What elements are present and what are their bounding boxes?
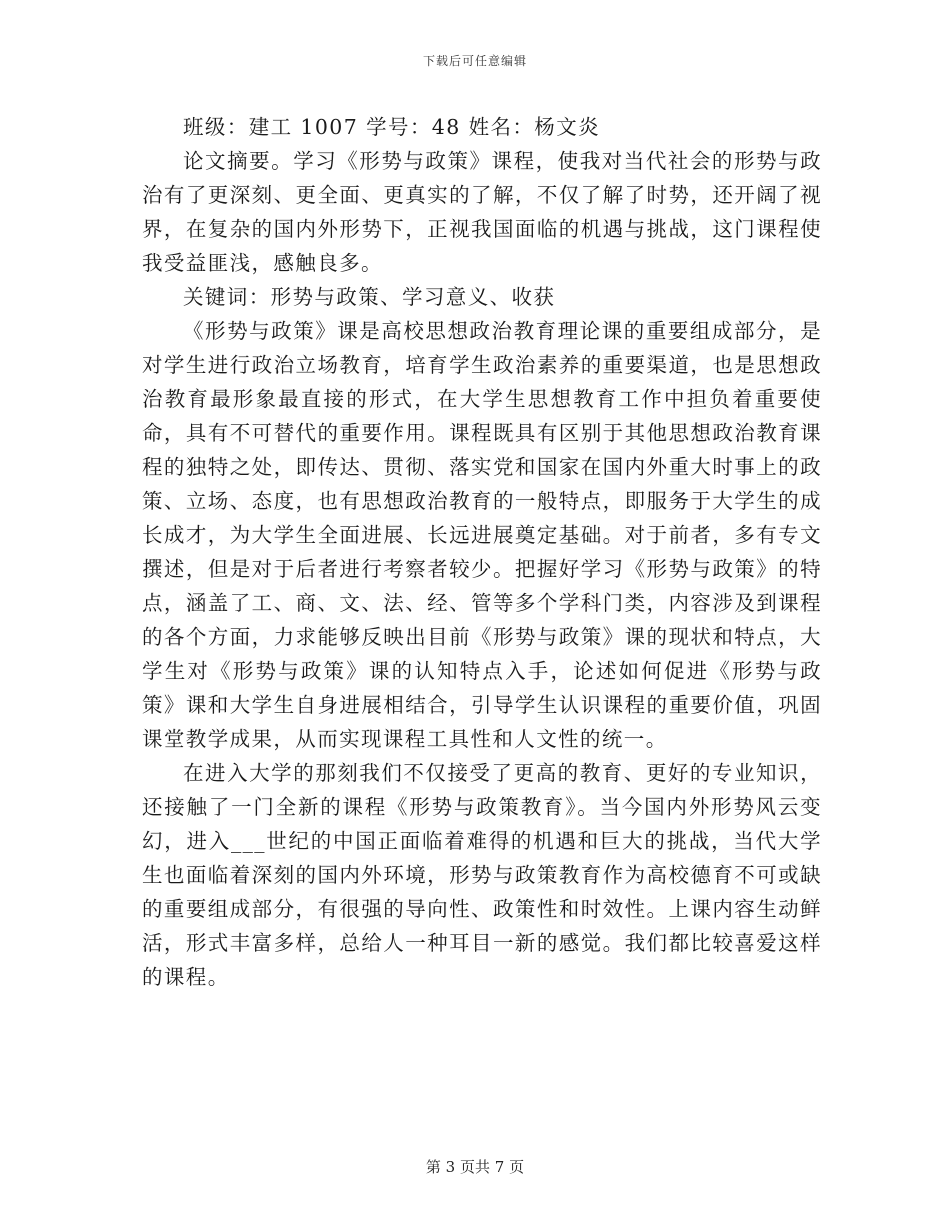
student-info-line: 班级：建工 1007 学号：48 姓名：杨文炎 (183, 115, 601, 139)
page-number: 第 3 页共 7 页 (425, 1158, 525, 1176)
body-paragraph-1: 《形势与政策》课是高校思想政治教育理论课的重要组成部分，是对学生进行政治立场教育，培育学生政治素养的重要渠道，也是思想政治教育最形象最直接的形式，在大学生思想教育工作中担负着重要使命，具有不可替代的重要作用。课程既具有区别于其他思想政治教育课程的独特之处，即传达、贯彻、落实党和国家在国内外重大时事上的政策、立场、态度，也有思想政治教育的一般特点，即服务于大学生的成长成才，为大学生全面进展、长远进展奠定基础。对于前者，多有专文撰述，但是对于后者进行考察者较少。把握好学习《形势与政策》的特点，涵盖了工、商、文、法、经、管等多个学科门类，内容涉及到课程的各个方面，力求能够反映出目前《形势与政策》课的现状和特点，大学生对《形势与政策》课的认知特点入手，论述如何促进《形势与政策》课和大学生自身进展相结合，引导学生认识课程的重要价值，巩固课堂教学成果，从而实现课程工具性和人文性的统一。 (142, 319, 822, 751)
document-body (142, 110, 822, 994)
page-header-note: 下载后可任意编辑 (422, 54, 527, 68)
body-paragraph-2: 在进入大学的那刻我们不仅接受了更高的教育、更好的专业知识，还接触了一门全新的课程《形势与政策教育》。当今国内外形势风云变幻，进入___世纪的中国正面临着难得的机遇和巨大的挑战，当代大学生也面临着深刻的国内外环境，形势与政策教育作为高校德育不可或缺的重要组成部分，有很强的导向性、政策性和时效性。上课内容生动鲜活，形式丰富多样，总给人一种耳目一新的感觉。我们都比较喜爱这样的课程。 (142, 761, 822, 989)
abstract-paragraph: 论文摘要。学习《形势与政策》课程，使我对当代社会的形势与政治有了更深刻、更全面、更真实的了解，不仅了解了时势，还开阔了视界，在复杂的国内外形势下，正视我国面临的机遇与挑战，这门课程使我受益匪浅，感触良多。 (142, 149, 822, 275)
keywords-line: 关键词：形势与政策、学习意义、收获 (183, 285, 556, 309)
